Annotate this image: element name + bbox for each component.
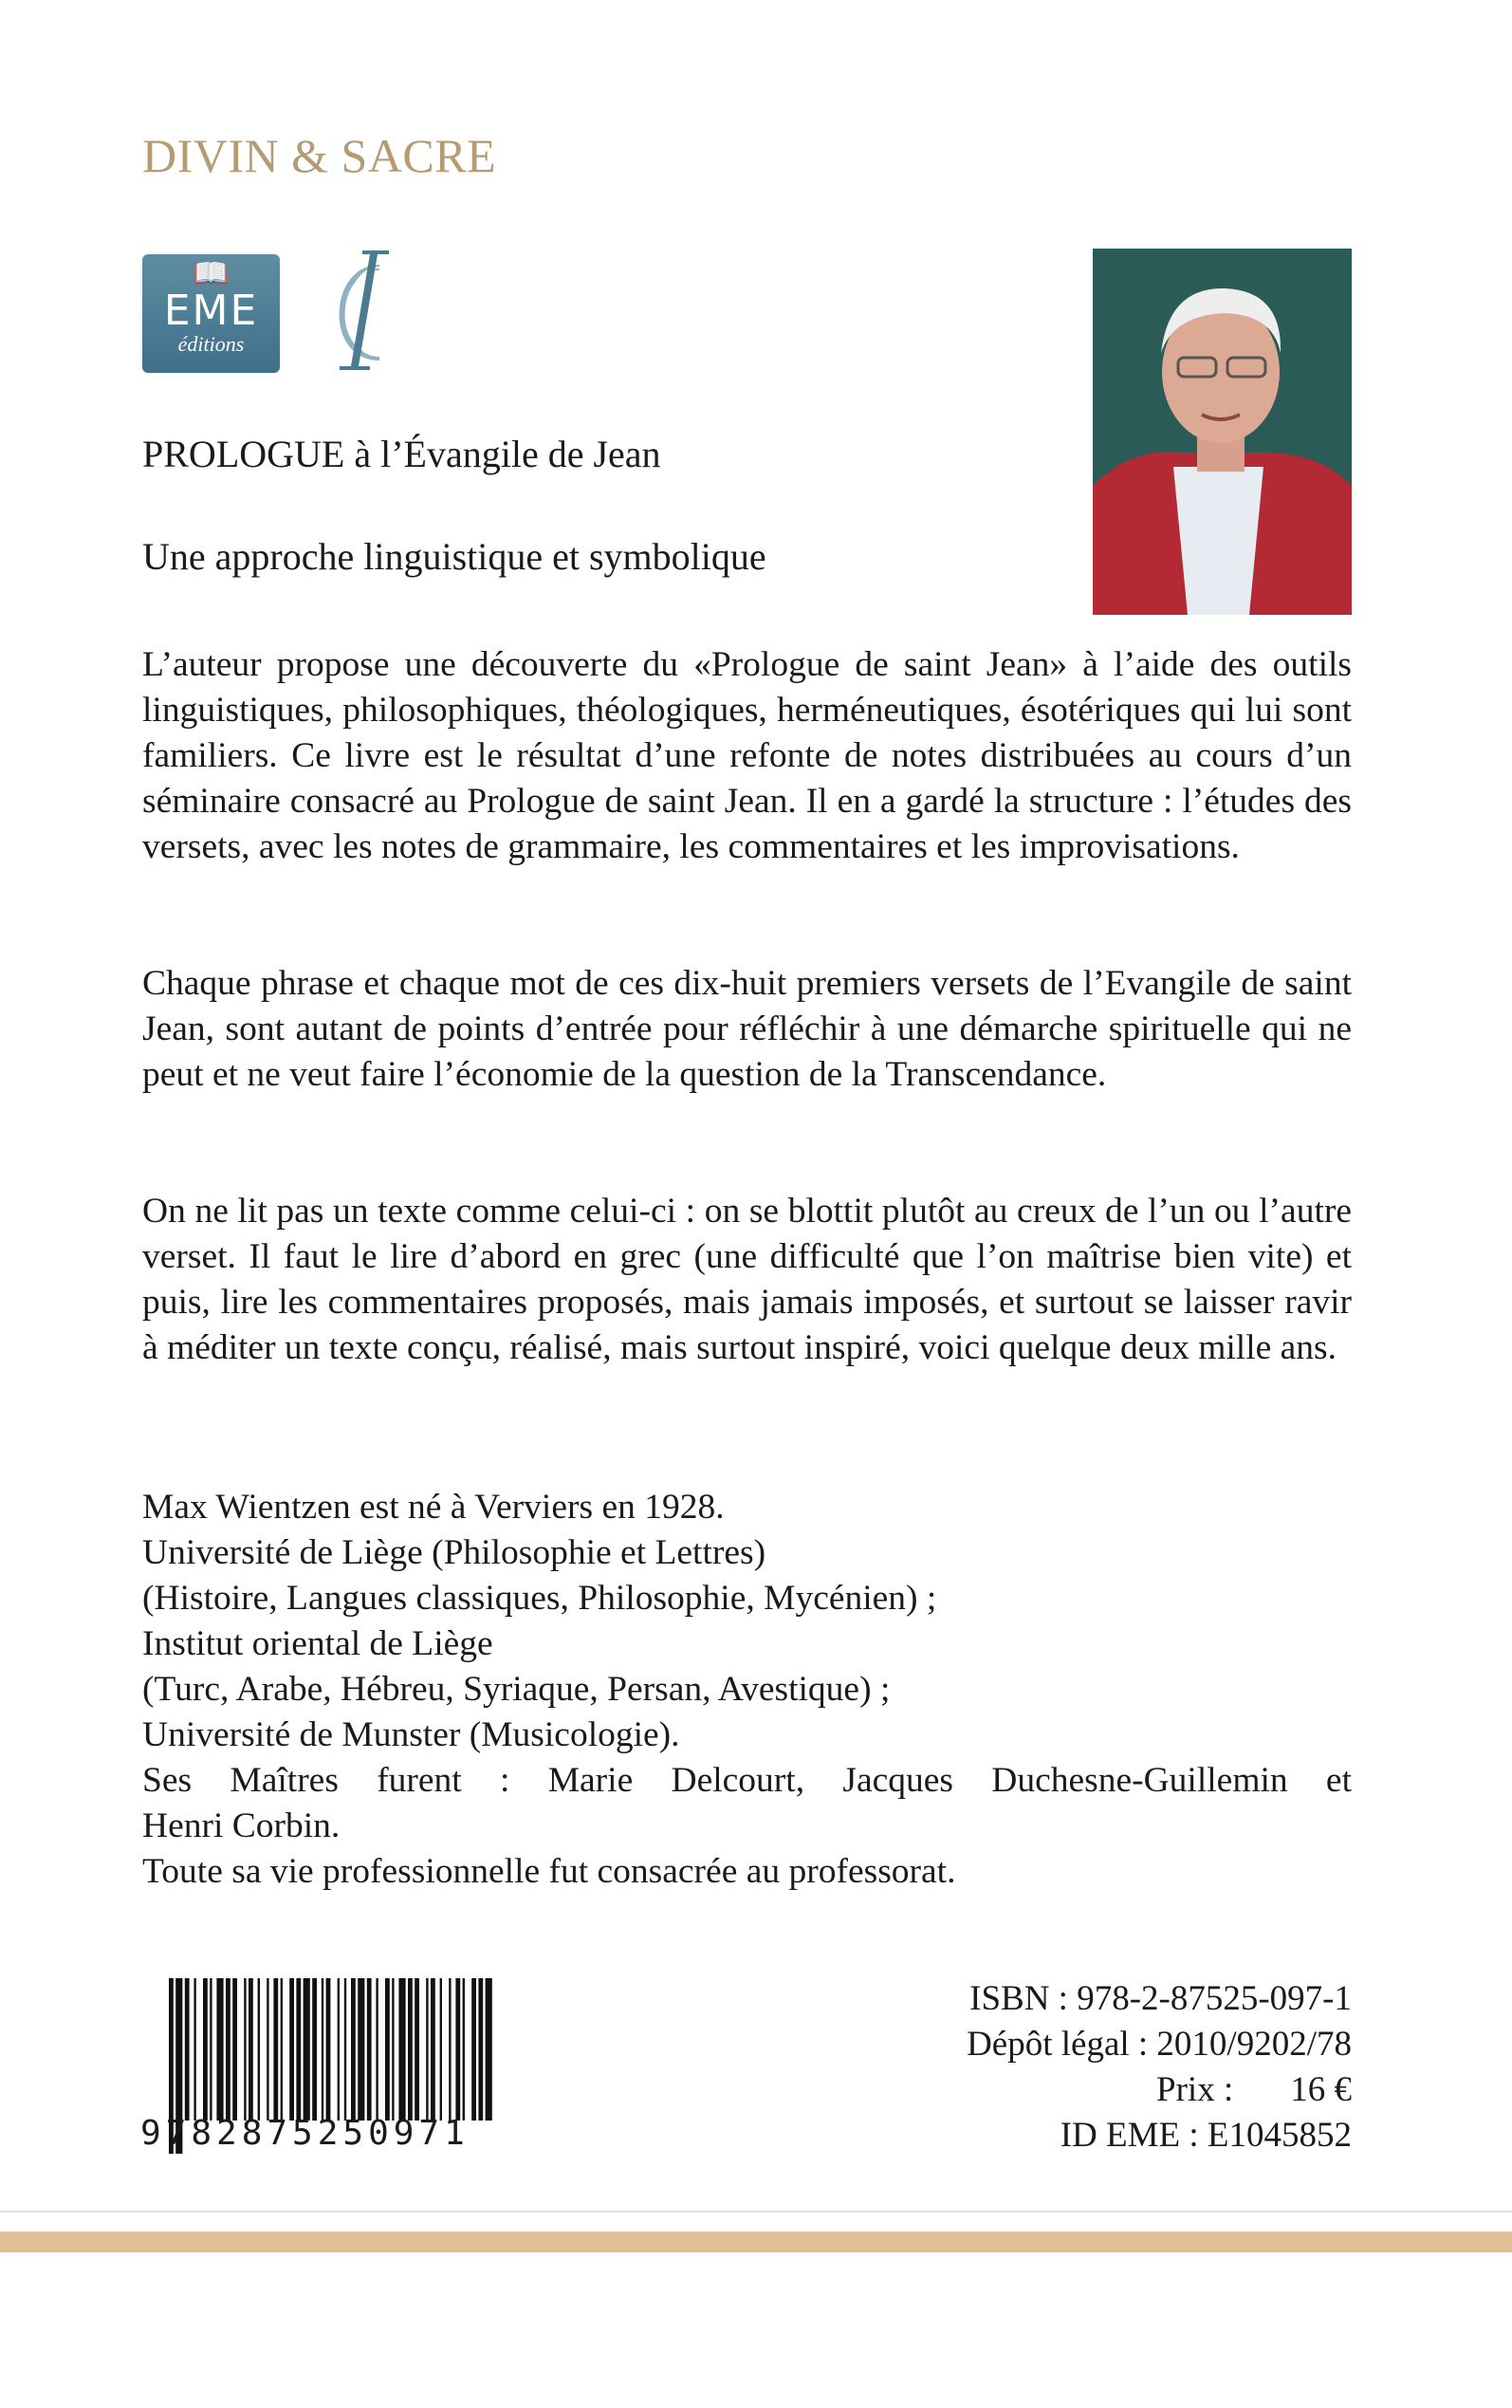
barcode-bar — [431, 1978, 435, 2121]
barcode-bar — [322, 1978, 323, 2121]
barcode-bar — [478, 1978, 483, 2121]
barcode-bar — [232, 1978, 237, 2121]
author-photo — [1093, 249, 1352, 615]
bio-line: (Histoire, Langues classiques, Philosophie, Mycénien) ; — [142, 1579, 937, 1618]
description-paragraph: On ne lit pas un texte comme celui-ci : on se blottit plutôt au creux de l’un ou l’autre verset. Il faut le lire d’abord en grec (une difficulté que l’on maîtrise bien vite) et puis, lire les commentaires proposés, mais jamais imposés, et surtout se laisser ravir à méditer un texte conçu, réalisé, mais surtout inspiré, voici quelque deux mille ans. — [142, 1192, 1352, 1367]
barcode-bar — [344, 1978, 346, 2121]
barcode-bar — [326, 1978, 331, 2121]
barcode-bar — [449, 1978, 451, 2121]
barcode-bar — [267, 1978, 268, 2121]
eme-logo-subtext: éditions — [177, 332, 245, 356]
book-title: PROLOGUE à l’Évangile de Jean — [142, 433, 661, 475]
barcode-bar — [312, 1978, 317, 2121]
bio-line: Toute sa vie professionnelle fut consacrée au professorat. — [142, 1852, 956, 1891]
barcode-bar — [194, 1978, 195, 2121]
barcode-bar — [304, 1978, 310, 2121]
description-paragraph: Chaque phrase et chaque mot de ces dix-huit premiers versets de l’Evangile de saint Jean, sont autant de points d’entrée pour réfléchir à une démarche spirituelle qui ne peut et ne veut faire l’économie de la question de la Transcendance. — [142, 964, 1352, 1094]
barcode-bar — [249, 1978, 253, 2121]
barcode-bar — [203, 1978, 208, 2121]
divider — [0, 2211, 1512, 2213]
author-bio — [142, 1485, 1352, 1895]
barcode-bar — [440, 1978, 442, 2121]
barcode-bar — [289, 1978, 294, 2121]
barcode-bar — [455, 1978, 460, 2121]
price-row — [967, 2067, 1352, 2113]
barcode-bar — [385, 1978, 390, 2121]
price-label: Prix : — [1156, 2070, 1234, 2109]
barcode-number: 9782875250971 — [140, 2114, 470, 2153]
barcode-bar — [273, 1978, 278, 2121]
eme-logo-text: EME — [163, 287, 259, 335]
barcode-bar — [244, 1978, 246, 2121]
barcode-bar — [392, 1978, 394, 2121]
barcode-bar — [426, 1978, 428, 2121]
barcode-bar — [358, 1978, 364, 2121]
bio-line: Max Wientzen est né à Verviers en 1928. — [142, 1488, 725, 1527]
barcode-bar — [351, 1978, 356, 2121]
open-book-icon: 📖 — [193, 258, 230, 289]
barcode-bar — [486, 1978, 492, 2121]
barcode-bar — [216, 1978, 223, 2121]
description-paragraph: L’auteur propose une découverte du «Prologue de saint Jean» à l’aide des outils linguistiques, philosophiques, théologiques, herméneutiques, ésotériques qui lui sont familiers. Ce livre est le résultat d’une refonte de notes distribuées au cours d’un séminaire consacré au Prologue de saint Jean. Il en a gardé la structure : l’études des versets, avec les notes de grammaire, les commentaires et les improvisations. — [142, 645, 1352, 866]
bio-line: Institut oriental de Liège — [142, 1624, 493, 1663]
decorative-band — [0, 2232, 1512, 2252]
barcode-bar — [296, 1978, 301, 2121]
publication-info — [967, 1976, 1352, 2158]
barcode-bar — [463, 1978, 465, 2121]
legal-deposit: Dépôt légal : 2010/9202/78 — [967, 2025, 1352, 2064]
barcode-bar — [185, 1978, 190, 2121]
series-title: DIVIN & SACRE — [142, 129, 497, 182]
ic-logo — [313, 249, 408, 372]
barcode-bar — [367, 1978, 372, 2121]
barcode-bar — [471, 1978, 476, 2121]
price-value: 16 € — [1290, 2070, 1352, 2109]
barcode-bar — [226, 1978, 230, 2121]
barcode-bar — [210, 1978, 212, 2121]
barcode-bar — [376, 1978, 378, 2121]
isbn: ISBN : 978-2-87525-097-1 — [969, 1979, 1352, 2018]
eme-logo — [142, 254, 280, 373]
book-subtitle: Une approche linguistique et symbolique — [142, 535, 766, 578]
bio-line: Université de Liège (Philosophie et Lettres) — [142, 1533, 766, 1572]
barcode-bar — [258, 1978, 260, 2121]
bio-line: Henri Corbin. — [142, 1806, 341, 1845]
barcode-bar — [398, 1978, 405, 2121]
barcode-bar — [415, 1978, 419, 2121]
barcode-bar — [281, 1978, 283, 2121]
bio-line: Université de Munster (Musicologie). — [142, 1715, 680, 1754]
barcode-bar — [408, 1978, 413, 2121]
bio-line: Ses Maîtres furent : Marie Delcourt, Jacques Duchesne-Guillemin et — [142, 1761, 1352, 1800]
barcode-bar — [338, 1978, 340, 2121]
bio-line: (Turc, Arabe, Hébreu, Syriaque, Persan, Avestique) ; — [142, 1670, 891, 1709]
eme-id: ID EME : E1045852 — [1060, 2116, 1352, 2155]
